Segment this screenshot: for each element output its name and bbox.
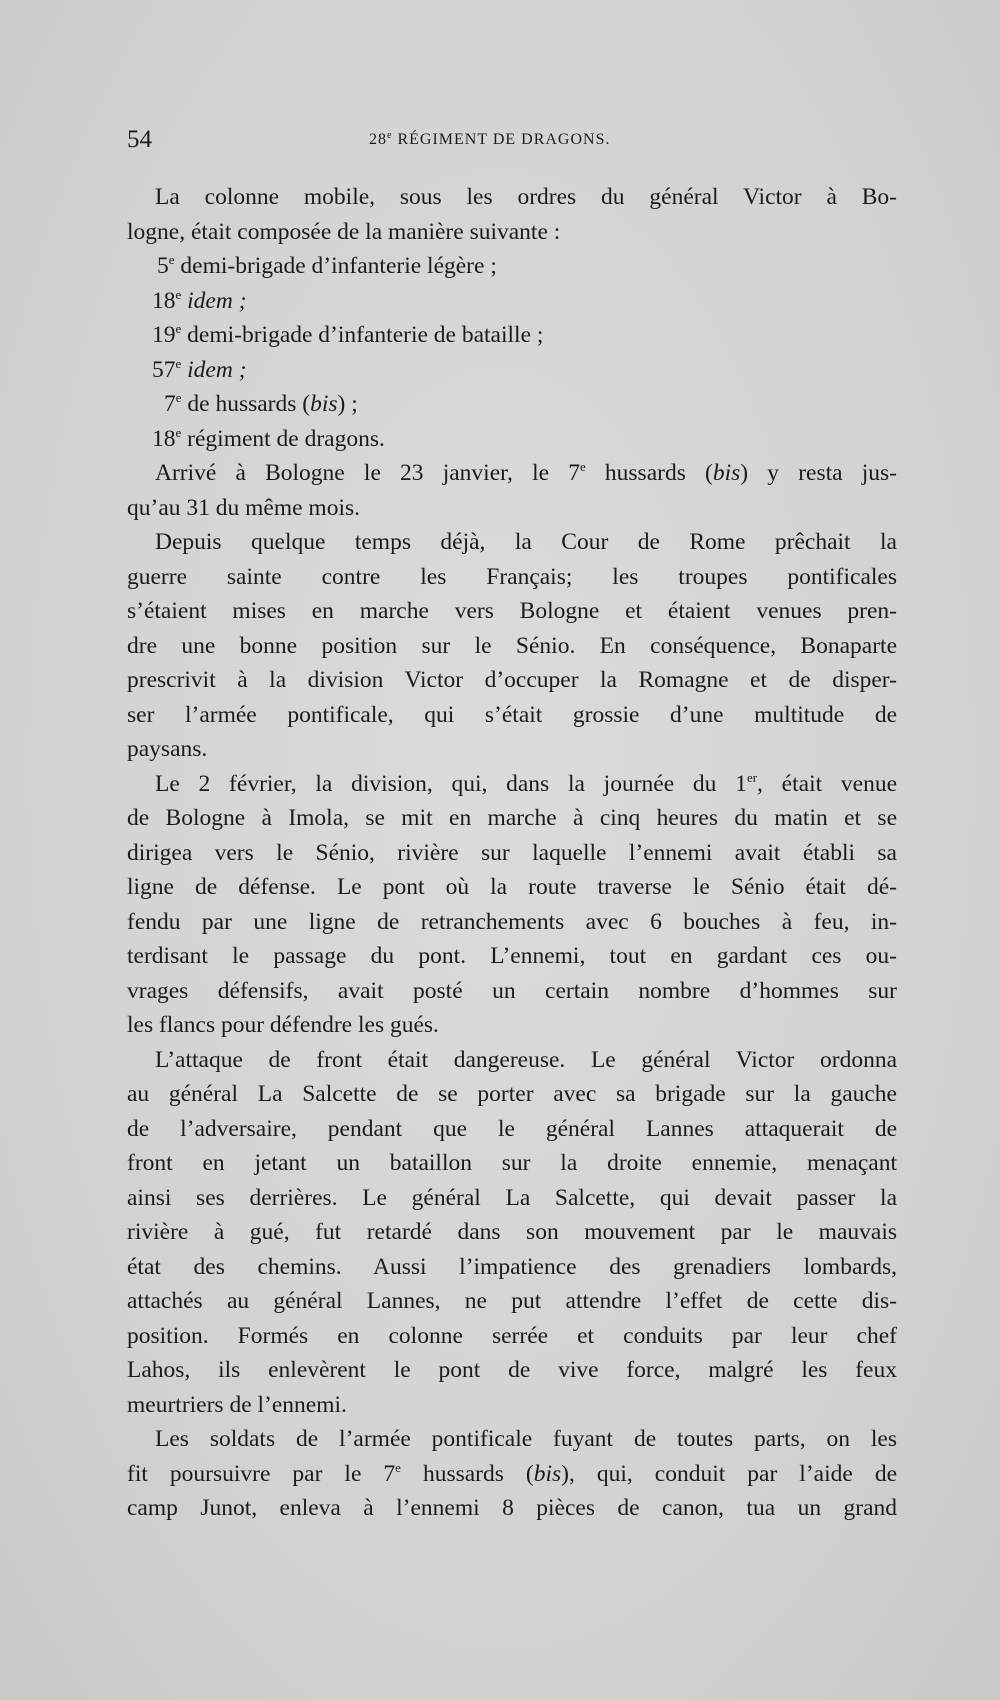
text-line: paysans. [127,736,208,762]
text-line: ligne de défense. Le pont où la route traverse le Sénio était dé- [127,874,897,900]
text-line: ainsi ses derrières. Le général La Salcette, qui devait passer la [127,1184,897,1211]
page-number: 54 [127,126,152,153]
text-line: front en jetant un bataillon sur la droite ennemie, menaçant [127,1150,897,1176]
list-item: 57e idem ; [152,355,247,383]
text-line: état des chemins. Aussi l’impatience des grenadiers lombards, [127,1253,897,1280]
text-line: les flancs pour défendre les gués. [127,1012,439,1038]
text-line: Lahos, ils enlevèrent le pont de vive force, malgré les feux [127,1357,897,1383]
text-line: fendu par une ligne de retranchements avec 6 bouches à feu, in- [127,908,897,935]
list-item: 5e demi-brigade d’infanterie légère ; [157,252,497,279]
list-item: 18e régiment de dragons. [152,424,385,452]
text-line: ser l’armée pontificale, qui s’était grossie d’une multitude de [127,701,897,728]
text-line: Le 2 février, la division, qui, dans la journée du 1er, était venue [155,769,897,797]
list-item: 18e idem ; [152,286,247,314]
text-line: Arrivé à Bologne le 23 janvier, le 7e hussards (bis) y resta jus- [155,459,897,486]
text-line: rivière à gué, fut retardé dans son mouvement par le mauvais [127,1219,897,1245]
text-line: Les soldats de l’armée pontificale fuyant de toutes parts, on les [155,1426,897,1452]
text-line: guerre sainte contre les Français; les troupes pontificales [127,563,897,590]
text-line: logne, était composée de la manière suivante : [127,218,561,245]
text-line: attachés au général Lannes, ne put attendre l’effet de cette dis- [127,1288,897,1314]
text-line: prescrivit à la division Victor d’occuper la Romagne et de disper- [127,667,897,693]
text-line: dirigea vers le Sénio, rivière sur laquelle l’ennemi avait établi sa [127,839,897,866]
text-line: vrages défensifs, avait posté un certain nombre d’hommes sur [127,977,897,1004]
text-line: position. Formés en colonne serrée et conduits par leur chef [127,1322,897,1349]
body-text [127,180,897,1526]
text-line: meurtriers de l’ennemi. [127,1391,347,1418]
text-line: Depuis quelque temps déjà, la Cour de Rome prêchait la [155,529,897,555]
text-line: fit poursuivre par le 7e hussards (bis), qui, conduit par l’aide de [127,1459,897,1487]
running-head: 28e RÉGIMENT DE DRAGONS. [369,130,611,148]
text-line: terdisant le passage du pont. L’ennemi, tout en gardant ces ou- [127,943,897,969]
text-line: s’étaient mises en marche vers Bologne et étaient venues pren- [127,598,897,624]
list-item: 7e de hussards (bis) ; [164,390,358,417]
text-line: au général La Salcette de se porter avec sa brigade sur la gauche [127,1081,897,1107]
text-line: La colonne mobile, sous les ordres du général Victor à Bo- [155,184,897,210]
text-line: dre une bonne position sur le Sénio. En conséquence, Bonaparte [127,632,897,659]
text-line: camp Junot, enleva à l’ennemi 8 pièces de canon, tua un grand [127,1495,897,1521]
page-header [127,126,897,158]
list-item: 19e demi-brigade d’infanterie de bataille ; [152,321,544,348]
text-line: de Bologne à Imola, se mit en marche à cinq heures du matin et se [127,805,897,831]
text-line: qu’au 31 du même mois. [127,494,361,521]
text-line: L’attaque de front était dangereuse. Le général Victor ordonna [155,1046,897,1073]
text-line: de l’adversaire, pendant que le général Lannes attaquerait de [127,1115,897,1142]
